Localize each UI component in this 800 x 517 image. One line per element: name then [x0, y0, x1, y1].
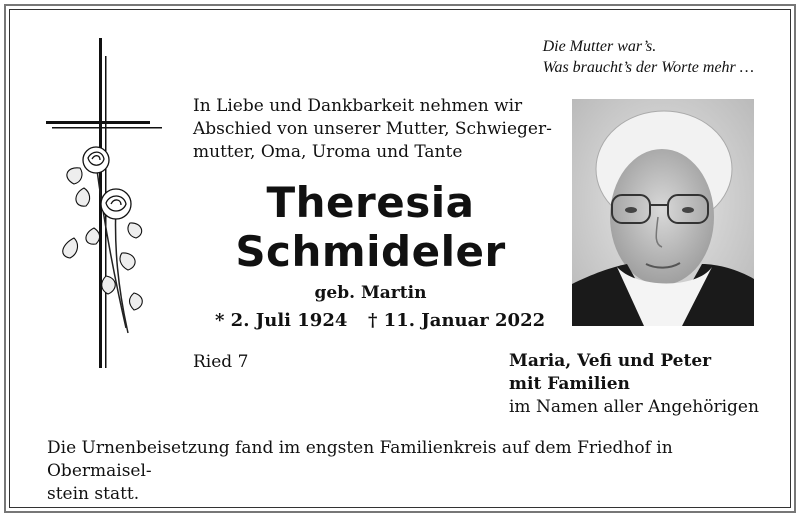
funeral-note-line: Die Urnenbeisetzung fand im engsten Familienkreis auf dem Friedhof in Obermaisel-	[47, 438, 673, 481]
death-date: † 11. Januar 2022	[368, 310, 546, 331]
mourners-names: Maria, Vefi und Peter	[509, 351, 712, 371]
address: Ried 7	[193, 352, 249, 372]
portrait-photo	[572, 99, 754, 326]
birth-date: * 2. Juli 1924	[215, 310, 348, 331]
funeral-note-line: stein statt.	[47, 484, 140, 504]
cross-with-roses-icon	[44, 38, 164, 370]
mourners	[509, 350, 759, 419]
mourners-families: mit Familien	[509, 374, 630, 394]
motto-line: Die Mutter war’s.	[542, 38, 657, 55]
deceased-name	[193, 178, 548, 276]
first-name: Theresia	[266, 178, 475, 227]
motto-quote	[543, 36, 754, 78]
mourners-relatives: im Namen aller Angehörigen	[509, 397, 759, 417]
motto-line: Was braucht’s der Worte mehr …	[542, 59, 754, 76]
intro-line: Abschied von unserer Mutter, Schwieger-	[193, 119, 552, 139]
funeral-note	[47, 437, 767, 506]
last-name: Schmideler	[235, 227, 506, 276]
intro-line: mutter, Oma, Uroma und Tante	[193, 142, 463, 162]
intro-line: In Liebe und Dankbarkeit nehmen wir	[193, 96, 523, 116]
intro-text	[193, 95, 553, 164]
maiden-name: geb. Martin	[314, 283, 427, 303]
